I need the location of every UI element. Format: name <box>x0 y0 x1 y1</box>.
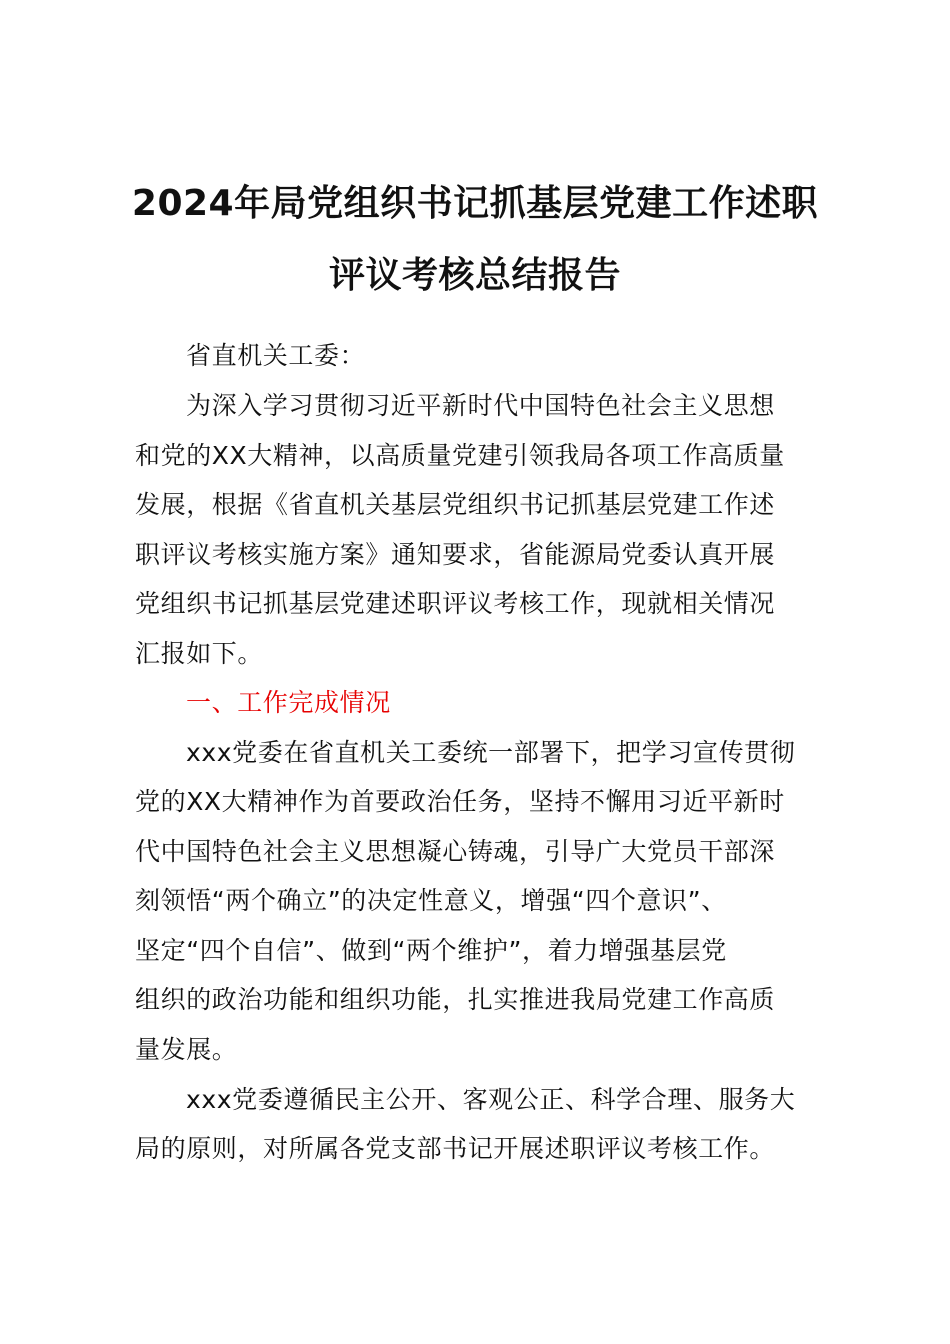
paragraph-1-line-5: 党组织书记抓基层党建述职评议考核工作，现就相关情况 <box>135 589 776 618</box>
document-title-line-2: 评议考核总结报告 <box>328 255 621 296</box>
paragraph-1-line-2: 和党的XX大精神，以高质量党建引领我局各项工作高质量 <box>135 441 785 470</box>
paragraph-1-line-1: 为深入学习贯彻习近平新时代中国特色社会主义思想 <box>186 391 775 420</box>
paragraph-1-line-3: 发展，根据《省直机关基层党组织书记抓基层党建工作述 <box>135 490 776 519</box>
paragraph-3-line-2: 局的原则，对所属各党支部书记开展述职评议考核工作。 <box>135 1134 776 1163</box>
paragraph-3-line-1: xxx党委遵循民主公开、客观公正、科学合理、服务大 <box>186 1085 796 1114</box>
paragraph-2-line-2: 党的XX大精神作为首要政治任务，坚持不懈用习近平新时 <box>135 787 785 816</box>
paragraph-1-line-6: 汇报如下。 <box>135 639 264 668</box>
paragraph-2-line-5: 坚定“四个自信”、做到“两个维护”，着力增强基层党 <box>135 936 727 965</box>
salutation: 省直机关工委： <box>186 341 366 370</box>
paragraph-2-line-3: 代中国特色社会主义思想凝心铸魂，引导广大党员干部深 <box>135 837 776 866</box>
paragraph-1-line-4: 职评议考核实施方案》通知要求，省能源局党委认真开展 <box>135 540 776 569</box>
paragraph-2-line-4: 刻领悟“两个确立”的决定性意义，增强“四个意识”、 <box>135 886 727 915</box>
paragraph-2-line-1: xxx党委在省直机关工委统一部署下，把学习宣传贯彻 <box>186 738 796 767</box>
section-1-heading: 一、工作完成情况 <box>186 688 391 717</box>
paragraph-2-line-6: 组织的政治功能和组织功能，扎实推进我局党建工作高质 <box>135 985 776 1014</box>
paragraph-2-line-7: 量发展。 <box>135 1035 238 1064</box>
document-title-line-1: 2024年局党组织书记抓基层党建工作述职 <box>131 183 819 224</box>
